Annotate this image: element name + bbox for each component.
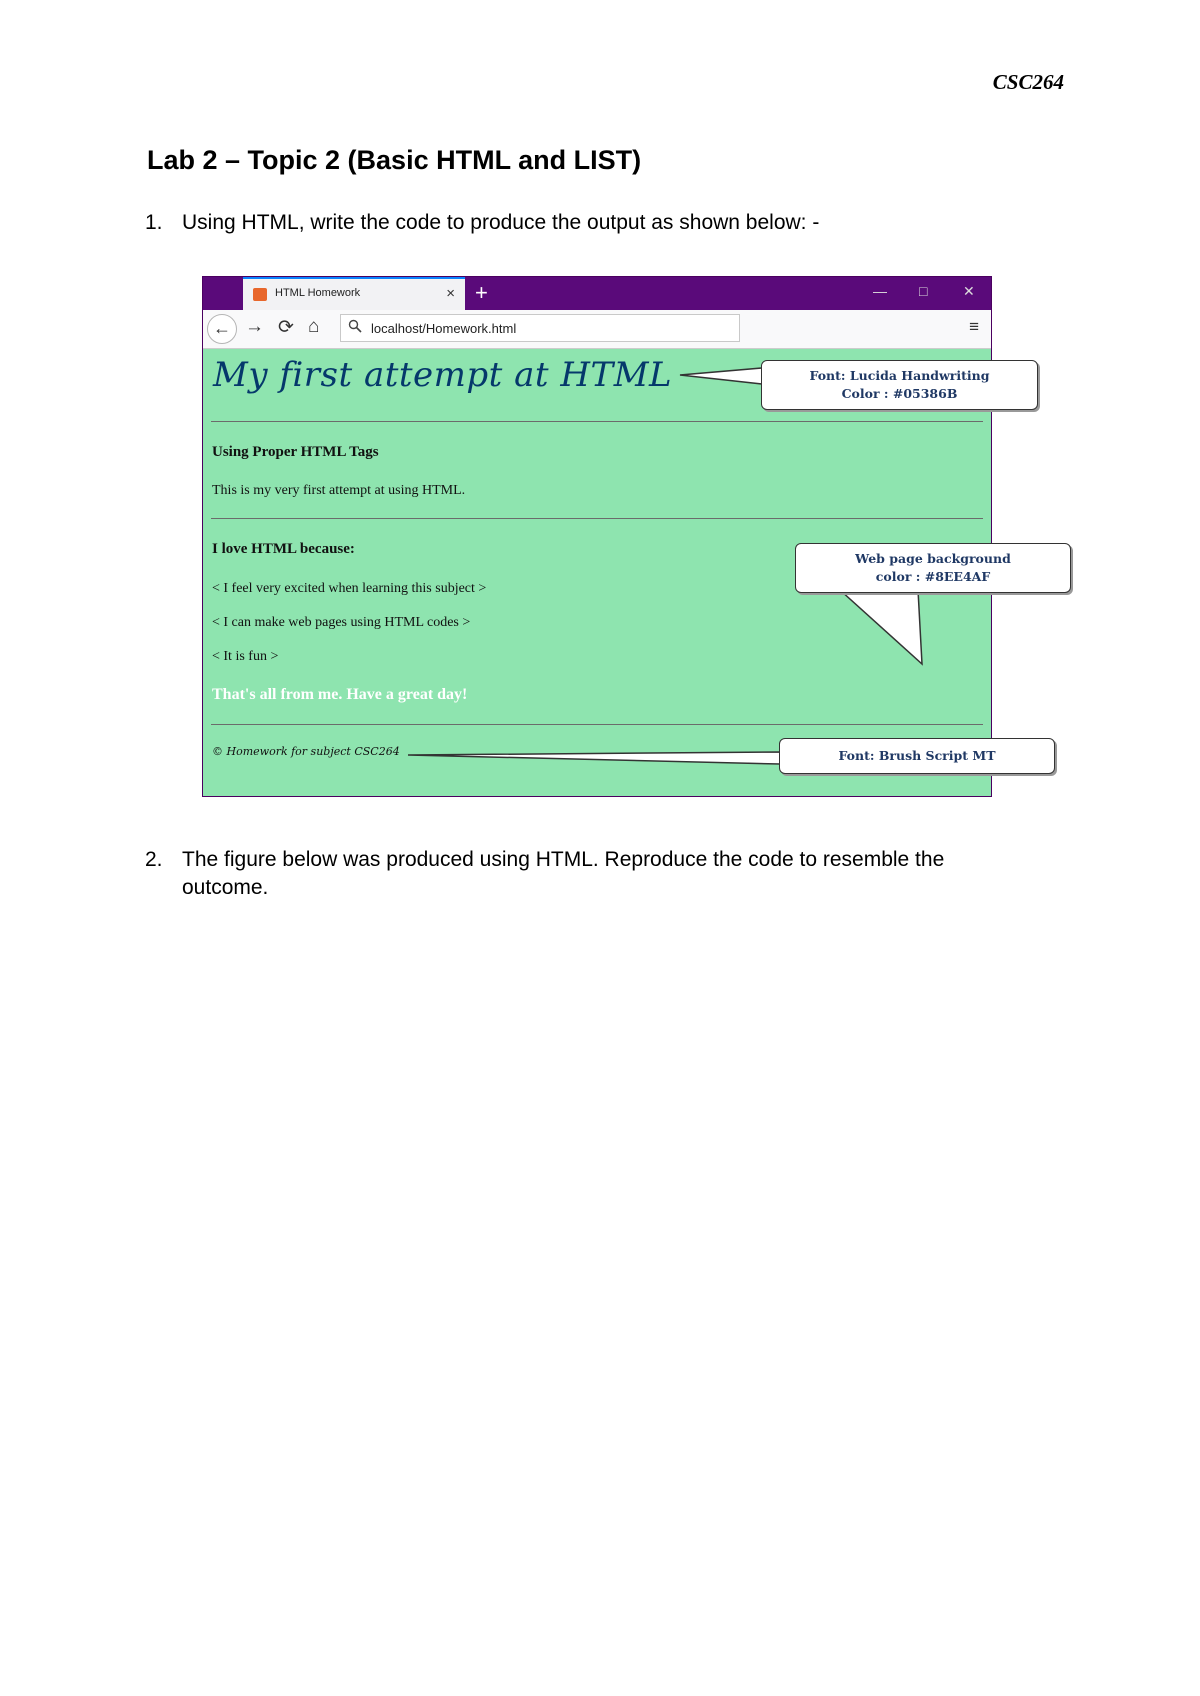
maximize-button[interactable]: □ [919, 283, 928, 299]
url-text: localhost/Homework.html [371, 321, 517, 336]
tab-title: HTML Homework [275, 287, 361, 299]
address-bar[interactable] [340, 314, 740, 342]
divider [211, 518, 983, 519]
hamburger-menu-icon[interactable]: ≡ [969, 317, 979, 336]
background-color-callout [795, 543, 1071, 593]
favicon-icon [253, 288, 267, 301]
question-number: 1. [145, 211, 163, 234]
page-title: My first attempt at HTML [213, 355, 673, 395]
font-title-callout [761, 360, 1038, 410]
back-arrow-icon[interactable]: ← [207, 314, 237, 344]
question-text: The figure below was produced using HTML. Reproduce the code to resemble the outcome. [182, 848, 945, 899]
home-icon[interactable]: ⌂ [308, 316, 320, 337]
list-item: < It is fun > [212, 649, 279, 664]
close-window-button[interactable]: ✕ [963, 283, 975, 299]
reload-icon[interactable]: ⟳ [278, 317, 294, 338]
section-heading: Using Proper HTML Tags [212, 444, 379, 460]
divider [211, 421, 983, 422]
footer-note: © Homework for subject CSC264 [212, 745, 400, 758]
minimize-button[interactable]: — [873, 283, 887, 299]
callout-line: Font: Brush Script MT [838, 748, 996, 763]
browser-figure [202, 276, 992, 797]
list-item: < I can make web pages using HTML codes > [212, 615, 471, 630]
closing-text: That's all from me. Have a great day! [212, 686, 468, 703]
callout-line: Web page background [855, 551, 1011, 566]
callout-line: Color : #05386B [841, 386, 958, 401]
forward-arrow-icon[interactable]: → [245, 316, 264, 337]
close-tab-icon[interactable]: × [446, 285, 455, 302]
section-heading: I love HTML because: [212, 541, 355, 557]
question-number: 2. [145, 848, 163, 871]
browser-titlebar [203, 277, 991, 310]
new-tab-button[interactable]: + [475, 280, 488, 305]
font-footer-callout [779, 738, 1055, 774]
course-code: CSC264 [992, 70, 1064, 94]
browser-tab[interactable] [243, 277, 465, 310]
search-icon [348, 319, 362, 336]
callout-line: Font: Lucida Handwriting [809, 368, 990, 383]
callout-line: color : #8EE4AF [875, 569, 991, 584]
lab-title: Lab 2 – Topic 2 (Basic HTML and LIST) [147, 145, 642, 175]
list-item: < I feel very excited when learning this subject > [212, 581, 487, 596]
section-text: This is my very first attempt at using HTML. [212, 483, 466, 498]
browser-toolbar [203, 310, 991, 349]
question-text: Using HTML, write the code to produce the output as shown below: - [182, 211, 820, 234]
divider [211, 724, 983, 725]
